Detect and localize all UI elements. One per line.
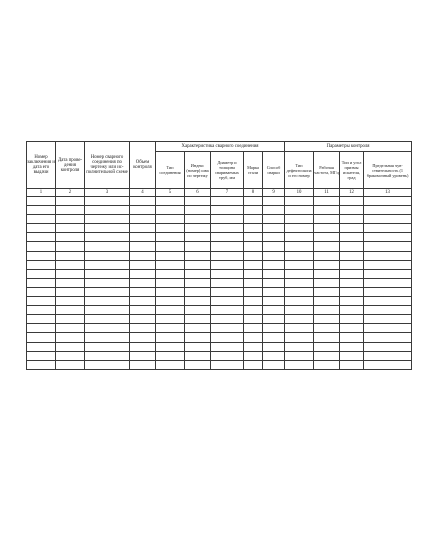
table-cell[interactable] [211, 233, 244, 242]
table-cell[interactable] [27, 315, 56, 324]
table-cell[interactable] [156, 360, 185, 369]
table-cell[interactable] [340, 260, 364, 269]
table-cell[interactable] [130, 351, 156, 360]
header-frequency: Рабочая частота, МГц [314, 152, 340, 189]
table-cell[interactable] [314, 306, 340, 315]
table-cell[interactable] [314, 206, 340, 215]
table-cell[interactable] [85, 278, 130, 287]
table-cell[interactable] [85, 215, 130, 224]
column-number: 7 [211, 189, 244, 197]
table-cell[interactable] [56, 224, 85, 233]
table-cell[interactable] [244, 215, 263, 224]
table-cell[interactable] [244, 333, 263, 342]
table-cell[interactable] [340, 251, 364, 260]
table-row [27, 287, 412, 296]
table-cell[interactable] [156, 333, 185, 342]
table-cell[interactable] [244, 306, 263, 315]
table-cell[interactable] [156, 206, 185, 215]
table-cell[interactable] [156, 297, 185, 306]
table-cell[interactable] [211, 251, 244, 260]
table-cell[interactable] [285, 360, 314, 369]
table-cell[interactable] [156, 242, 185, 251]
table-cell[interactable] [314, 351, 340, 360]
table-cell[interactable] [156, 351, 185, 360]
table-cell[interactable] [130, 278, 156, 287]
table-cell[interactable] [340, 324, 364, 333]
table-cell[interactable] [211, 287, 244, 296]
header-flaw-detector: Тип дефектоскопа и его номер [285, 152, 314, 189]
column-number: 8 [244, 189, 263, 197]
table-cell[interactable] [364, 306, 412, 315]
table-cell[interactable] [27, 351, 56, 360]
table-cell[interactable] [85, 233, 130, 242]
header-inspection-date: Дата прове- дения контроля [56, 142, 85, 189]
table-cell[interactable] [211, 197, 244, 206]
table-cell[interactable] [314, 197, 340, 206]
header-welding-method: Способ сварки [263, 152, 285, 189]
table-cell[interactable] [27, 215, 56, 224]
table-row [27, 224, 412, 233]
table-cell[interactable] [130, 197, 156, 206]
header-steel-grade: Марка стали [244, 152, 263, 189]
table-cell[interactable] [27, 342, 56, 351]
table-cell[interactable] [27, 260, 56, 269]
table-cell[interactable] [85, 260, 130, 269]
table-cell[interactable] [27, 360, 56, 369]
table-cell[interactable] [211, 315, 244, 324]
table-cell[interactable] [244, 297, 263, 306]
table-cell[interactable] [364, 360, 412, 369]
table-cell[interactable] [185, 360, 211, 369]
table-cell[interactable] [285, 242, 314, 251]
table-cell[interactable] [244, 269, 263, 278]
table-cell[interactable] [314, 251, 340, 260]
table-cell[interactable] [364, 351, 412, 360]
table-cell[interactable] [185, 269, 211, 278]
column-number: 6 [185, 189, 211, 197]
table-cell[interactable] [211, 206, 244, 215]
table-cell[interactable] [56, 315, 85, 324]
table-cell[interactable] [130, 360, 156, 369]
table-cell[interactable] [263, 333, 285, 342]
table-cell[interactable] [244, 360, 263, 369]
table-cell[interactable] [314, 278, 340, 287]
table-cell[interactable] [340, 342, 364, 351]
table-cell[interactable] [185, 324, 211, 333]
table-cell[interactable] [27, 278, 56, 287]
table-cell[interactable] [244, 242, 263, 251]
table-cell[interactable] [27, 297, 56, 306]
table-cell[interactable] [364, 197, 412, 206]
table-cell[interactable] [56, 215, 85, 224]
table-row [27, 233, 412, 242]
table-row [27, 360, 412, 369]
table-row [27, 215, 412, 224]
table-row [27, 206, 412, 215]
table-cell[interactable] [27, 251, 56, 260]
column-number: 1 [27, 189, 56, 197]
table-cell[interactable] [244, 315, 263, 324]
table-cell[interactable] [285, 215, 314, 224]
table-cell[interactable] [27, 197, 56, 206]
table-cell[interactable] [27, 324, 56, 333]
table-row [27, 333, 412, 342]
table-cell[interactable] [263, 224, 285, 233]
table-cell[interactable] [211, 269, 244, 278]
table-cell[interactable] [130, 269, 156, 278]
header-conclusion-number: Номер заключения и дата его выдачи [27, 142, 56, 189]
header-pipe-diameter: Диаметр и толщина свариваемых труб, мм [211, 152, 244, 189]
table-cell[interactable] [27, 306, 56, 315]
table-cell[interactable] [130, 260, 156, 269]
table-cell[interactable] [263, 306, 285, 315]
table-cell[interactable] [263, 315, 285, 324]
table-cell[interactable] [85, 342, 130, 351]
table-row [27, 324, 412, 333]
table-cell[interactable] [364, 324, 412, 333]
table-cell[interactable] [364, 206, 412, 215]
table-cell[interactable] [156, 287, 185, 296]
table-cell[interactable] [244, 206, 263, 215]
table-cell[interactable] [185, 242, 211, 251]
table-row [27, 197, 412, 206]
table-cell[interactable] [364, 269, 412, 278]
table-cell[interactable] [56, 260, 85, 269]
table-cell[interactable] [85, 306, 130, 315]
table-cell[interactable] [285, 206, 314, 215]
table-cell[interactable] [340, 269, 364, 278]
table-cell[interactable] [85, 242, 130, 251]
table-cell[interactable] [85, 251, 130, 260]
table-cell[interactable] [85, 224, 130, 233]
header-row-group [27, 142, 412, 152]
table-cell[interactable] [27, 224, 56, 233]
table-cell[interactable] [85, 297, 130, 306]
table-row [27, 269, 412, 278]
table-cell[interactable] [263, 351, 285, 360]
table-cell[interactable] [364, 242, 412, 251]
table-row [27, 251, 412, 260]
table-cell[interactable] [285, 315, 314, 324]
table-cell[interactable] [340, 351, 364, 360]
inspection-log-table [26, 141, 412, 370]
table-cell[interactable] [244, 287, 263, 296]
table-cell[interactable] [130, 242, 156, 251]
table-cell[interactable] [185, 342, 211, 351]
header-row-numbers [27, 189, 412, 197]
table-cell[interactable] [340, 233, 364, 242]
table-cell[interactable] [185, 315, 211, 324]
table-cell[interactable] [56, 351, 85, 360]
header-group-inspection-parameters: Параметры контроля [285, 142, 412, 152]
table-cell[interactable] [56, 197, 85, 206]
table-cell[interactable] [285, 260, 314, 269]
column-number: 2 [56, 189, 85, 197]
table-cell[interactable] [85, 315, 130, 324]
table-cell[interactable] [285, 297, 314, 306]
table-cell[interactable] [364, 260, 412, 269]
table-cell[interactable] [263, 269, 285, 278]
table-cell[interactable] [185, 251, 211, 260]
table-cell[interactable] [364, 315, 412, 324]
table-row [27, 297, 412, 306]
table-cell[interactable] [340, 297, 364, 306]
table-cell[interactable] [211, 215, 244, 224]
table-cell[interactable] [211, 242, 244, 251]
table-row [27, 306, 412, 315]
table-cell[interactable] [185, 297, 211, 306]
header-probe-angle: Тип и угол призмы искателя, град [340, 152, 364, 189]
table-row [27, 342, 412, 351]
table-cell[interactable] [85, 360, 130, 369]
table-row [27, 242, 412, 251]
table-cell[interactable] [56, 333, 85, 342]
table-cell[interactable] [314, 233, 340, 242]
table-cell[interactable] [244, 351, 263, 360]
table-body [27, 197, 412, 370]
table-cell[interactable] [364, 224, 412, 233]
table-cell[interactable] [244, 324, 263, 333]
table-cell[interactable] [130, 233, 156, 242]
table-cell[interactable] [285, 224, 314, 233]
table-cell[interactable] [56, 324, 85, 333]
table-cell[interactable] [56, 342, 85, 351]
table-cell[interactable] [130, 333, 156, 342]
table-cell[interactable] [130, 342, 156, 351]
table-cell[interactable] [314, 315, 340, 324]
table-cell[interactable] [56, 233, 85, 242]
header-group-weld-characteristics: Характеристика сварного соединения [156, 142, 285, 152]
table-cell[interactable] [340, 206, 364, 215]
table-cell[interactable] [185, 197, 211, 206]
table-cell[interactable] [263, 197, 285, 206]
header-joint-type: Тип соединения [156, 152, 185, 189]
table-cell[interactable] [211, 260, 244, 269]
table-cell[interactable] [285, 278, 314, 287]
table-cell[interactable] [130, 215, 156, 224]
table-cell[interactable] [56, 251, 85, 260]
table-row [27, 260, 412, 269]
table-cell[interactable] [56, 287, 85, 296]
table-cell[interactable] [244, 224, 263, 233]
column-number: 3 [85, 189, 130, 197]
table-cell[interactable] [285, 333, 314, 342]
table-cell[interactable] [130, 324, 156, 333]
column-number: 5 [156, 189, 185, 197]
table-cell[interactable] [27, 233, 56, 242]
table-cell[interactable] [364, 287, 412, 296]
table-cell[interactable] [340, 306, 364, 315]
table-cell[interactable] [27, 269, 56, 278]
table-cell[interactable] [263, 233, 285, 242]
table-cell[interactable] [340, 333, 364, 342]
table-cell[interactable] [211, 333, 244, 342]
table-cell[interactable] [156, 324, 185, 333]
table-cell[interactable] [285, 306, 314, 315]
table-cell[interactable] [263, 206, 285, 215]
table-cell[interactable] [263, 278, 285, 287]
table-cell[interactable] [85, 197, 130, 206]
table-cell[interactable] [56, 278, 85, 287]
table-cell[interactable] [285, 233, 314, 242]
table-cell[interactable] [340, 224, 364, 233]
table-cell[interactable] [364, 251, 412, 260]
table-cell[interactable] [314, 324, 340, 333]
table-cell[interactable] [130, 297, 156, 306]
column-number: 11 [314, 189, 340, 197]
table-cell[interactable] [364, 342, 412, 351]
table-cell[interactable] [263, 324, 285, 333]
table-cell[interactable] [314, 242, 340, 251]
table-cell[interactable] [263, 242, 285, 251]
table-cell[interactable] [27, 242, 56, 251]
table-cell[interactable] [340, 197, 364, 206]
header-sensitivity: Предельная чув- ствительность (1 бракомочный уровень) [364, 152, 412, 189]
table-cell[interactable] [285, 269, 314, 278]
table-cell[interactable] [314, 287, 340, 296]
table-cell[interactable] [211, 306, 244, 315]
table-cell[interactable] [364, 278, 412, 287]
table-cell[interactable] [314, 297, 340, 306]
table-cell[interactable] [156, 251, 185, 260]
table-cell[interactable] [263, 297, 285, 306]
table-cell[interactable] [27, 206, 56, 215]
table-cell[interactable] [185, 206, 211, 215]
table-cell[interactable] [314, 333, 340, 342]
table-cell[interactable] [211, 360, 244, 369]
table-cell[interactable] [340, 242, 364, 251]
table-cell[interactable] [314, 224, 340, 233]
table-cell[interactable] [263, 360, 285, 369]
table-row [27, 278, 412, 287]
table-cell[interactable] [263, 260, 285, 269]
table-cell[interactable] [85, 269, 130, 278]
table-cell[interactable] [211, 351, 244, 360]
table-cell[interactable] [56, 206, 85, 215]
table-cell[interactable] [244, 342, 263, 351]
table-cell[interactable] [85, 287, 130, 296]
table-cell[interactable] [185, 224, 211, 233]
table-cell[interactable] [340, 360, 364, 369]
table-cell[interactable] [285, 324, 314, 333]
table-cell[interactable] [211, 324, 244, 333]
table-cell[interactable] [27, 287, 56, 296]
table-cell[interactable] [285, 287, 314, 296]
table-cell[interactable] [156, 306, 185, 315]
table-cell[interactable] [364, 297, 412, 306]
table-row [27, 315, 412, 324]
table-cell[interactable] [130, 251, 156, 260]
table-cell[interactable] [285, 197, 314, 206]
table-row [27, 351, 412, 360]
column-number: 12 [340, 189, 364, 197]
table-cell[interactable] [285, 342, 314, 351]
column-number: 9 [263, 189, 285, 197]
table-cell[interactable] [285, 351, 314, 360]
table-cell[interactable] [156, 260, 185, 269]
table-cell[interactable] [130, 315, 156, 324]
table-cell[interactable] [185, 260, 211, 269]
table-cell[interactable] [364, 333, 412, 342]
table-cell[interactable] [314, 342, 340, 351]
column-number: 13 [364, 189, 412, 197]
table-cell[interactable] [185, 351, 211, 360]
table-cell[interactable] [185, 287, 211, 296]
table-cell[interactable] [156, 342, 185, 351]
table-cell[interactable] [85, 351, 130, 360]
table-cell[interactable] [340, 278, 364, 287]
table-cell[interactable] [211, 224, 244, 233]
table-cell[interactable] [244, 251, 263, 260]
table-cell[interactable] [56, 360, 85, 369]
table-cell[interactable] [364, 233, 412, 242]
table-cell[interactable] [314, 269, 340, 278]
column-number: 4 [130, 189, 156, 197]
table-cell[interactable] [56, 306, 85, 315]
table-cell[interactable] [314, 215, 340, 224]
table-cell[interactable] [340, 315, 364, 324]
table-cell[interactable] [211, 278, 244, 287]
table-cell[interactable] [130, 287, 156, 296]
table-cell[interactable] [156, 197, 185, 206]
table-cell[interactable] [244, 278, 263, 287]
table-cell[interactable] [364, 215, 412, 224]
header-seam-index: Индекс (номер) шва по чертежу [185, 152, 211, 189]
table-cell[interactable] [185, 215, 211, 224]
table-cell[interactable] [56, 242, 85, 251]
table-cell[interactable] [185, 233, 211, 242]
header-weld-number: Номер сварного соединения по чертежу или ис- полнительной схеме [85, 142, 130, 189]
table-cell[interactable] [285, 251, 314, 260]
table-cell[interactable] [244, 197, 263, 206]
table-cell[interactable] [263, 251, 285, 260]
table-cell[interactable] [130, 206, 156, 215]
table-cell[interactable] [244, 260, 263, 269]
table-cell[interactable] [85, 324, 130, 333]
table-cell[interactable] [263, 287, 285, 296]
table-cell[interactable] [156, 315, 185, 324]
table-cell[interactable] [263, 215, 285, 224]
column-number: 10 [285, 189, 314, 197]
table-cell[interactable] [185, 333, 211, 342]
table-cell[interactable] [211, 342, 244, 351]
table-cell[interactable] [156, 278, 185, 287]
table-cell[interactable] [340, 287, 364, 296]
table-cell[interactable] [56, 297, 85, 306]
table-cell[interactable] [156, 215, 185, 224]
table-cell[interactable] [314, 360, 340, 369]
table-cell[interactable] [314, 260, 340, 269]
table-cell[interactable] [185, 278, 211, 287]
table-cell[interactable] [340, 215, 364, 224]
table-cell[interactable] [27, 333, 56, 342]
table-cell[interactable] [156, 224, 185, 233]
header-inspection-scope: Объем контроля [130, 142, 156, 189]
table-cell[interactable] [156, 269, 185, 278]
table-cell[interactable] [211, 297, 244, 306]
table-cell[interactable] [85, 333, 130, 342]
table-cell[interactable] [185, 306, 211, 315]
table-cell[interactable] [244, 233, 263, 242]
table-cell[interactable] [85, 206, 130, 215]
table-cell[interactable] [263, 342, 285, 351]
table-cell[interactable] [130, 224, 156, 233]
table-cell[interactable] [56, 269, 85, 278]
table-cell[interactable] [130, 306, 156, 315]
table-cell[interactable] [156, 233, 185, 242]
